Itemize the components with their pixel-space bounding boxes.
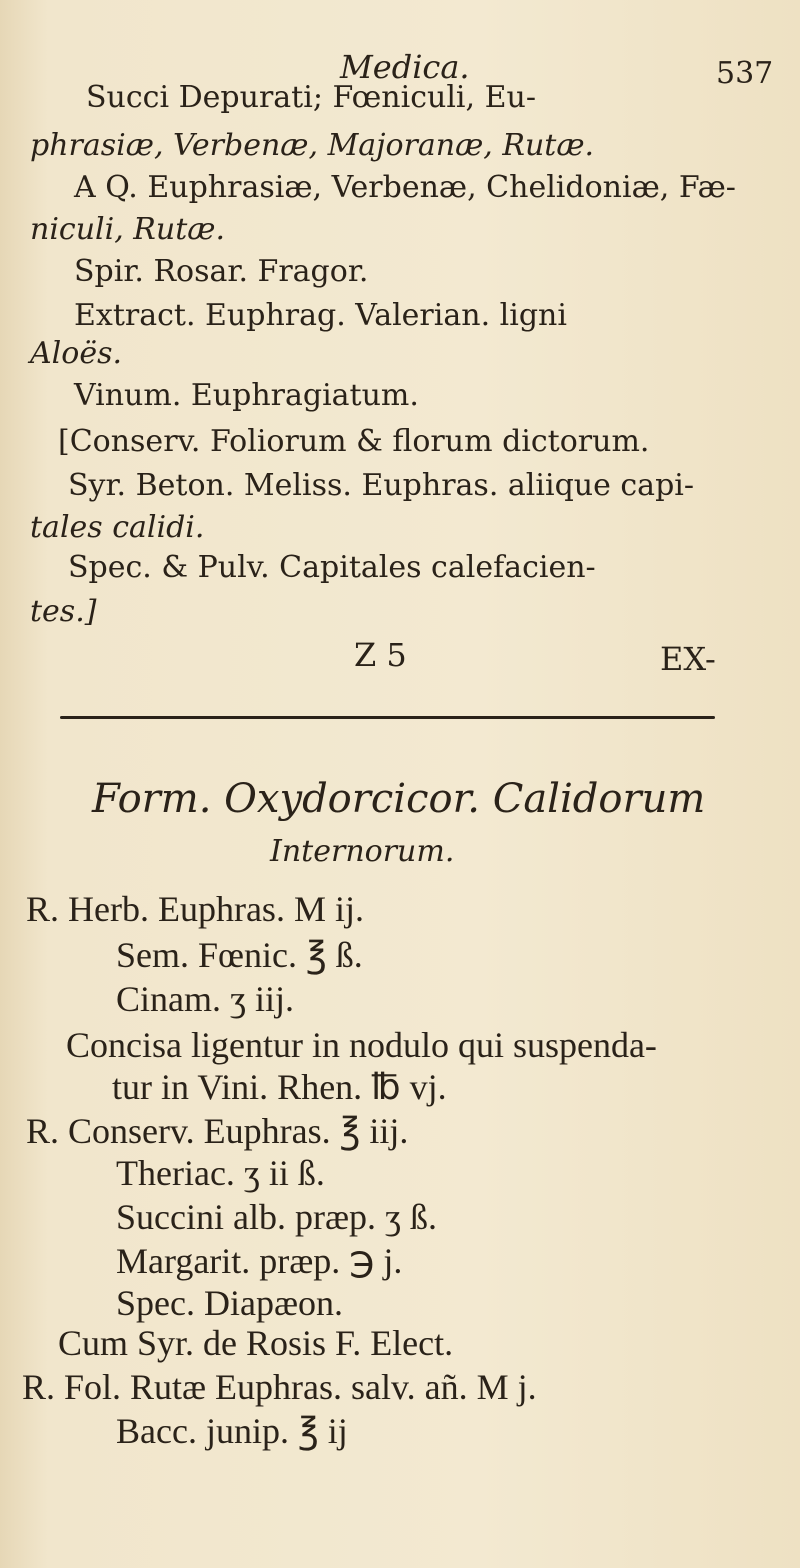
text-line: niculi, Rutæ. (30, 212, 225, 247)
text-line: tes.] (30, 594, 97, 629)
recipe-line: Concisa ligentur in nodulo qui suspenda- (66, 1025, 657, 1065)
recipe-line: R. Herb. Euphras. M ij. (26, 889, 364, 929)
text-line: phrasiæ, Verbenæ, Majoranæ, Rutæ. (30, 128, 595, 163)
recipe-line: tur in Vini. Rhen. ℔ vj. (112, 1067, 447, 1107)
text-line: Vinum. Euphragiatum. (74, 378, 419, 413)
horizontal-rule (60, 716, 715, 719)
text-line: tales calidi. (30, 510, 205, 545)
text-line: Syr. Beton. Meliss. Euphras. aliique capi- (68, 468, 695, 503)
recipe-line: Bacc. junip. ℥ ij (116, 1411, 348, 1451)
running-title: Medica. (340, 48, 470, 86)
text-line: A Q. Euphrasiæ, Verbenæ, Chelidoniæ, Fæ- (74, 170, 736, 205)
recipe-line: Succini alb. præp. ʒ ß. (116, 1197, 437, 1237)
text-line: Extract. Euphrag. Valerian. ligni (74, 298, 567, 333)
catchword: EX- (660, 640, 716, 678)
recipe-line: Sem. Fœnic. ℥ ß. (116, 935, 363, 975)
recipe-line: Spec. Diapæon. (116, 1283, 343, 1323)
text-line: [Conserv. Foliorum & florum dictorum. (58, 424, 650, 459)
text-line: Spir. Rosar. Fragor. (74, 254, 369, 289)
formula-subtitle: Internorum. (270, 834, 455, 869)
page-number: 537 (716, 56, 774, 91)
recipe-line: Cum Syr. de Rosis F. Elect. (58, 1323, 454, 1363)
signature-mark: Z 5 (354, 636, 407, 674)
text-line: Aloës. (30, 336, 123, 371)
text-line: Succi Depurati; Fœniculi, Eu- (86, 80, 536, 115)
recipe-line: Margarit. præp. ℈ j. (116, 1241, 403, 1281)
formula-title: Form. Oxydorcicor. Calidorum (92, 776, 706, 822)
recipe-line: R. Conserv. Euphras. ℥ iij. (26, 1111, 409, 1151)
text-line: Spec. & Pulv. Capitales calefacien- (68, 550, 596, 585)
recipe-line: R. Fol. Rutæ Euphras. salv. añ. M j. (22, 1367, 537, 1407)
recipe-line: Theriac. ʒ ii ß. (116, 1153, 325, 1193)
recipe-line: Cinam. ʒ iij. (116, 979, 294, 1019)
